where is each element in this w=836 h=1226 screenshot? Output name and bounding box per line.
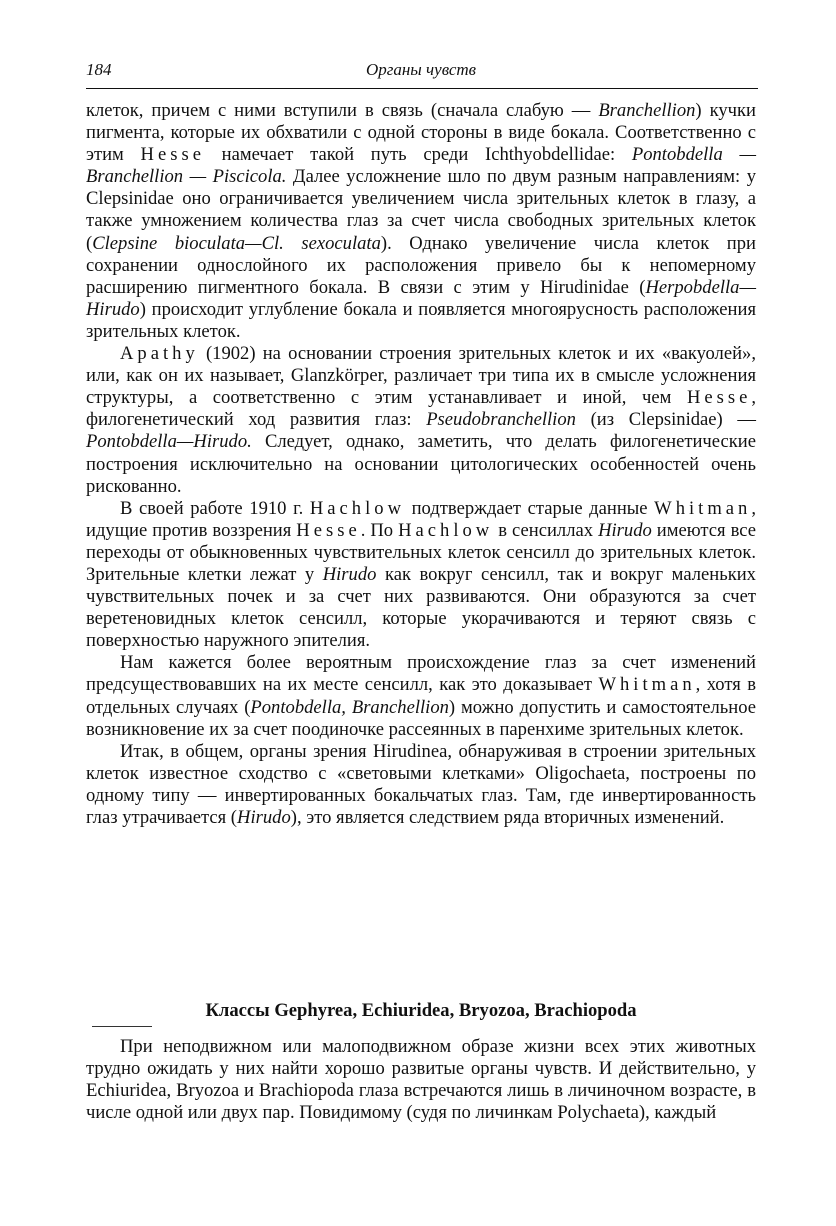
running-title: Органы чувств (365, 60, 477, 79)
section-heading: Классы Gephyrea, Echiuridea, Bryozoa, Brachiopoda (205, 1000, 637, 1021)
main-text (86, 100, 756, 829)
header-rule (86, 88, 758, 89)
paragraph-3: В своей работе 1910 г. Hachlow подтверждает старые данные Whitman, идущие против воззрения Hesse. По Hachlow в сенсиллах Hirudo имеются все переходы от обыкновенных чувствительных клеток сенсилл до зрительных клеток. Зрительные клетки лежат у Hirudo как вокруг сенсилл, так и вокруг маленьких чувствительных почек и за счет них развиваются. Они образуются за счет веретеновидных клеток сенсилл, которые укорачиваются и теряют связь с поверхностью наружного эпителия. (86, 497, 757, 652)
heading-rule (92, 1026, 152, 1027)
page-header (86, 60, 756, 86)
paragraph-4: Нам кажется более вероятным происхождение глаз за счет изменений предсуществовавших на их месте сенсилл, как это доказывает Whitman, хотя в отдельных случаях (Pontobdella, Branchellion) можно допустить и самостоятельное возникновение их за счет поодиночке рассеянных в паренхиме зрительных клеток. (86, 652, 756, 740)
paragraph-5: Итак, в общем, органы зрения Hirudinea, обнаруживая в строении зрительных клеток известное сходство с «световыми клетками» Oligochaeta, построены по одному типу — инвертированных бокальчатых глаз. Там, где инвертированность глаз утрачивается (Hirudo), это является следствием ряда вторичных изменений. (86, 740, 756, 828)
section-paragraph-1: При неподвижном или малоподвижном образе жизни всех этих животных трудно ожидать у них найти хорошо развитые органы чувств. И действительно, у Echiuridea, Bryozoa и Brachiopoda глаза встречаются лишь в личиночном возрасте, в числе одной или двух пар. Повидимому (судя по личинкам Polychaeta), каждый (86, 1036, 756, 1124)
paragraph-2: Apathy (1902) на основании строения зрительных клеток и их «вакуолей», или, как он их называет, Glanzkörper, различает три типа их в смысле усложнения структуры, а соответственно с этим устанавливает и иной, чем Hesse, филогенетический ход развития глаз: Pseudobranchellion (из Clepsinidae) — Pontobdella—Hirudo. Следует, однако, заметить, что делать филогенетические построения исключительно на основании цитологических особенностей очень рискованно. (86, 343, 756, 497)
paragraph-1: клеток, причем с ними вступили в связь (сначала слабую — Branchellion) кучки пигмента, которые их обхватили с одной стороны в виде бокала. Соответственно с этим Hesse намечает такой путь среди Ichthyobdellidae: Pontobdella — Branchellion — Piscicola. Далее усложнение шло по двум разным направлениям: у Clepsinidae оно ограничивается увеличением числа зрительных клеток в глазу, а также умножением количества глаз за счет числа свободных зрительных клеток (Clepsine bioculata—Cl. sexoculata). Однако увеличение числа клеток при сохранении однослойного их расположения привело бы к непомерному расширению пигментного бокала. В связи с этим у Hirudinidae (Herpobdella—Hirudo) происходит углубление бокала и появляется многоярусность расположения зрительных клеток. (86, 100, 756, 342)
section-text (86, 1036, 756, 1124)
page-number: 184 (86, 60, 112, 79)
